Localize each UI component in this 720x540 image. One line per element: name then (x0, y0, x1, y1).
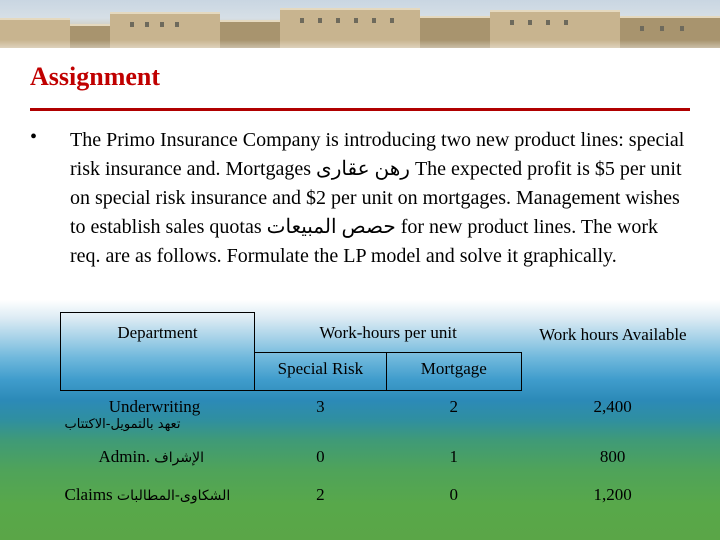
dept-name: Admin. (98, 446, 150, 466)
special-risk-hours: 3 (316, 397, 325, 416)
mortgage-hours: 0 (449, 484, 458, 504)
header-mortgage: Mortgage (386, 353, 521, 391)
dept-name: Underwriting (108, 397, 201, 416)
table-row (61, 443, 705, 481)
header-work-hours-per-unit: Work-hours per unit (319, 322, 457, 342)
special-risk-hours: 0 (316, 446, 325, 466)
dept-name-arabic: تعهد بالتمويل-الاكتتاب (64, 417, 181, 432)
dept-name-arabic: الشكاوى-المطالبات (116, 487, 231, 504)
header-work-hours-available: Work hours Available (539, 324, 687, 344)
table-row (61, 481, 705, 517)
bullet-mark: • (30, 126, 38, 148)
mortgage-hours: 1 (449, 446, 458, 466)
table-row (61, 391, 705, 443)
available-hours: 800 (599, 446, 626, 466)
campus-photo-banner (0, 0, 720, 48)
header-special-risk: Special Risk (254, 353, 386, 391)
work-requirements-table (60, 312, 704, 517)
available-hours: 2,400 (593, 396, 632, 416)
special-risk-hours: 2 (316, 484, 325, 504)
header-department: Department (61, 313, 255, 391)
mortgage-hours: 2 (449, 397, 458, 416)
title-underline (30, 108, 690, 111)
slide-title: Assignment (30, 62, 161, 91)
available-hours: 1,200 (593, 484, 632, 504)
dept-name: Claims (64, 484, 113, 504)
dept-name-arabic: الإشراف (154, 449, 204, 466)
problem-statement: The Primo Insurance Company is introducing two new product lines: special risk insurance and. Mortgages رهن عقارى The expected profit is $5 per unit on special risk insurance and $2 per unit on mortgages. Management wishes to establish sales quotas حصص المبيعات for new product lines. The work req. are as follows. Formulate the LP model and solve it graphically. (70, 129, 685, 267)
